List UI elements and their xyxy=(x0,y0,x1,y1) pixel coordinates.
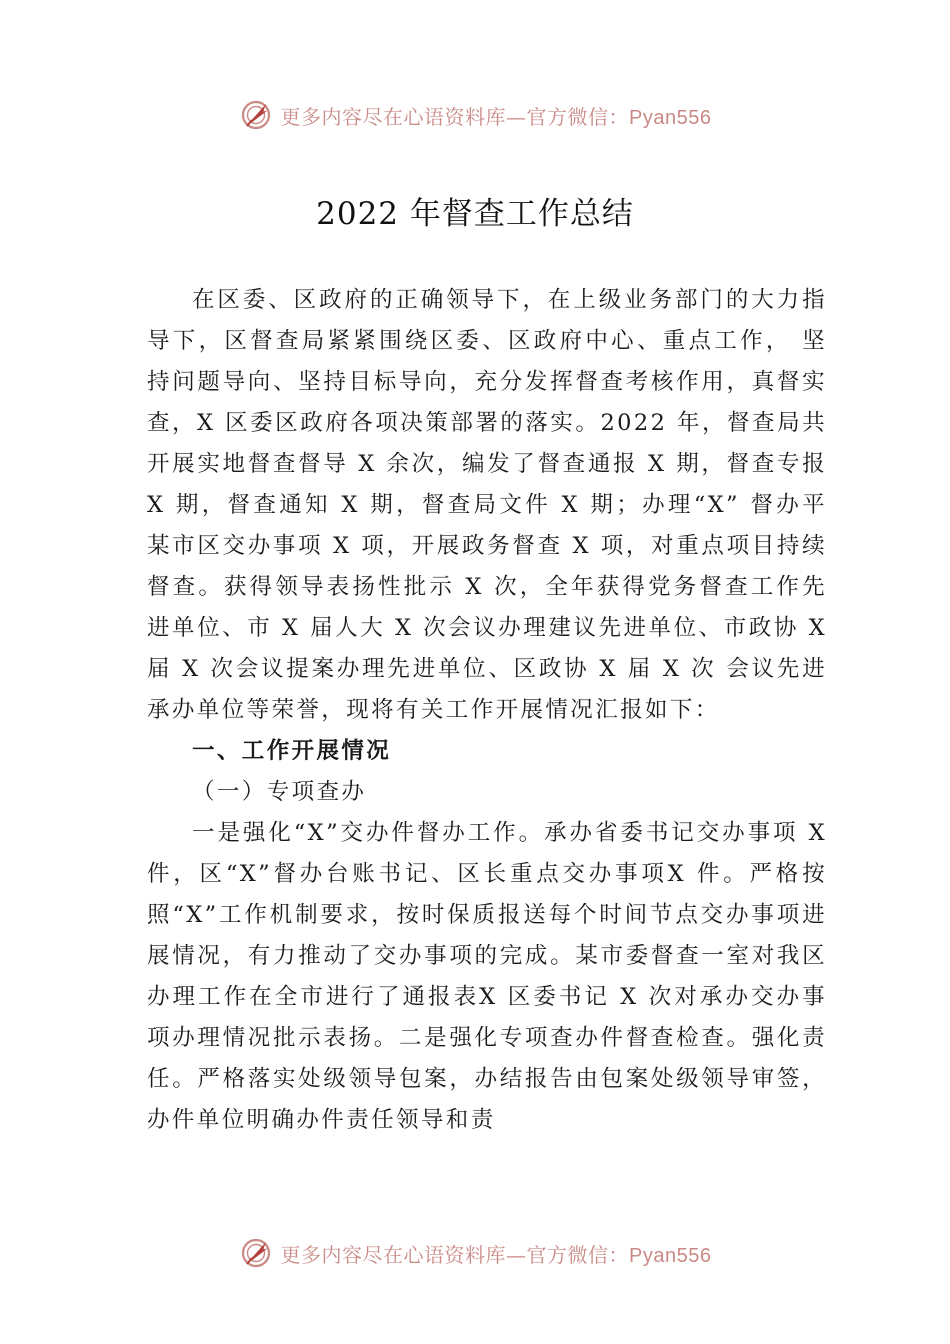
section-heading: 一、工作开展情况 xyxy=(192,738,392,764)
intro-paragraph: 在区委、区政府的正确领导下，在上级业务部门的大力指导下，区督查局紧紧围绕区委、区政府中心、重点工作， 坚持问题导向、坚持目标导向，充分发挥督查考核作用，真督实查，X 区委区政府各项决策部署的落实。2022 年，督查局共开展实地督查督导 X 余次，编发了督查通报 X 期，督查专报 X 期，督查通知 X 期，督查局文件 X 期；办理“X” 督办平某市区交办事项 X 项，开展政务督查 X 项，对重点项目持续督查。获得领导表扬性批示 X 次，全年获得党务督查工作先进单位、市 X 届人大 X 次会议办理建议先进单位、市政协 X 届 X 次会议提案办理先进单位、区政协 X 届 X 次 会议先进承办单位等荣誉，现将有关工作开展情况汇报如下： xyxy=(147,287,827,723)
quill-logo-icon xyxy=(239,1236,273,1270)
watermark-footer xyxy=(0,1233,950,1273)
watermark-handle: Pyan556 xyxy=(629,1244,712,1267)
document-body xyxy=(147,280,827,1141)
quill-logo-icon xyxy=(239,98,273,132)
body-paragraph: 一是强化“X”交办件督办工作。承办省委书记交办事项 X 件，区“X”督办台账书记、区长重点交办事项X 件。严格按照“X”工作机制要求，按时保质报送每个时间节点交办事项进展情况，有力推动了交办事项的完成。某市委督查一室对我区办理工作在全市进行了通报表X 区委书记 X 次对承办交办事项办理情况批示表扬。二是强化专项查办件督查检查。强化责任。严格落实处级领导包案，办结报告由包案处级领导审签，办件单位明确办件责任领导和责 xyxy=(147,820,827,1133)
watermark-text: 更多内容尽在心语资料库—官方微信：Pyan556 xyxy=(280,1242,712,1267)
watermark-text: 更多内容尽在心语资料库—官方微信：Pyan556 xyxy=(280,104,712,129)
subsection-heading: （一）专项查办 xyxy=(192,779,367,805)
watermark-header xyxy=(0,95,950,135)
watermark-handle: Pyan556 xyxy=(629,106,712,129)
document-title: 2022 年督查工作总结 xyxy=(316,196,634,232)
